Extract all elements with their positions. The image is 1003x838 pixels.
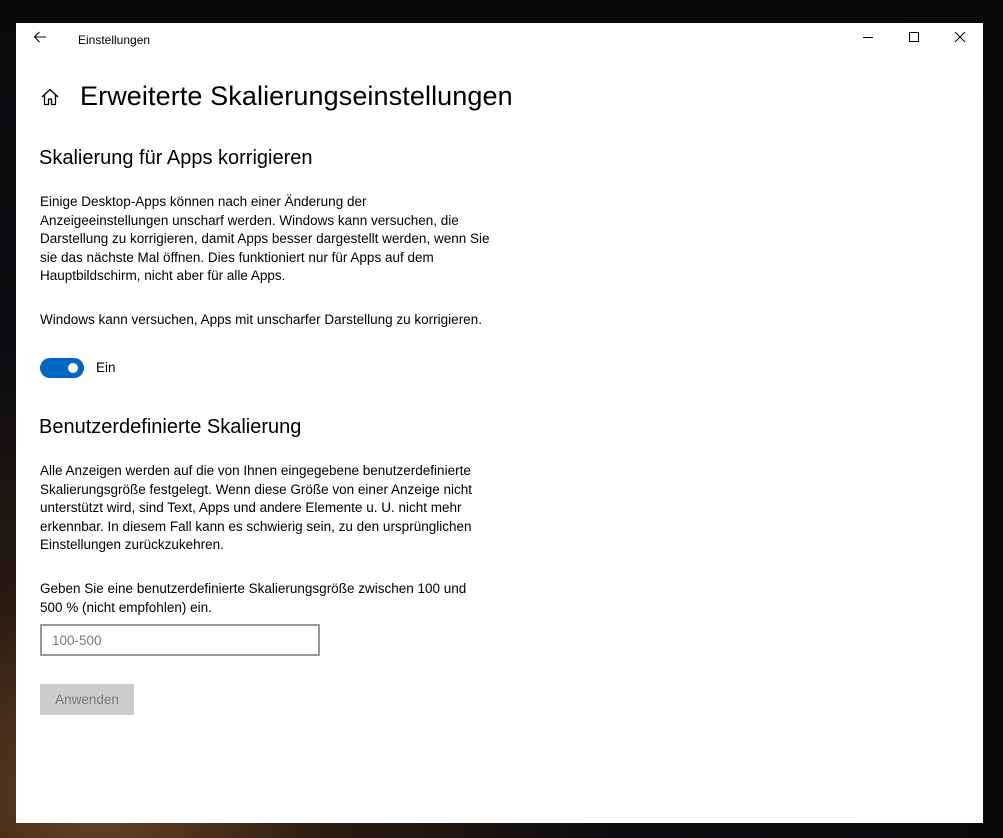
custom-scaling-input[interactable] <box>40 624 320 656</box>
apply-button[interactable]: Anwenden <box>40 684 134 715</box>
close-button[interactable] <box>937 23 983 55</box>
section-heading-custom-scaling: Benutzerdefinierte Skalierung <box>39 416 302 438</box>
fix-blurry-apps-toggle[interactable] <box>40 358 84 378</box>
app-title: Einstellungen <box>78 33 151 47</box>
home-icon[interactable] <box>40 87 60 107</box>
maximize-icon <box>908 30 920 48</box>
toggle-label: Windows kann versuchen, Apps mit unscharfer Darstellung zu korrigieren. <box>40 312 482 327</box>
minimize-icon <box>862 30 874 48</box>
toggle-state-label: Ein <box>96 360 116 375</box>
toggle-knob <box>68 363 78 373</box>
close-icon <box>954 30 966 48</box>
title-bar <box>16 23 983 55</box>
minimize-button[interactable] <box>845 23 891 55</box>
page-title: Erweiterte Skalierungseinstellungen <box>80 81 513 111</box>
maximize-button[interactable] <box>891 23 937 55</box>
settings-window <box>16 23 983 823</box>
back-button[interactable] <box>28 27 52 51</box>
custom-scaling-description: Alle Anzeigen werden auf die von Ihnen eingegebene benutzerdefinierte Skalierungsgröße festgelegt. Wenn diese Größe von einer Anzeige nicht unterstützt wird, sind Text, Apps und andere Elemente u. U. nicht mehr erkennbar. In diesem Fall kann es schwierig sein, zu den ursprünglichen Einstellungen zurückzukehren. <box>40 463 472 552</box>
fix-scaling-description: Einige Desktop-Apps können nach einer Änderung der Anzeigeeinstellungen unscharf werden. Windows kann versuchen, die Darstellung zu korrigieren, damit Apps besser dargestellt werden, wenn Sie sie das nächste Mal öffnen. Dies funktioniert nur für Apps auf dem Hauptbildschirm, nicht aber für alle Apps. <box>40 194 490 283</box>
section-heading-fix-scaling: Skalierung für Apps korrigieren <box>39 147 313 169</box>
back-arrow-icon <box>33 30 47 49</box>
scaling-input-label: Geben Sie eine benutzerdefinierte Skalierungsgröße zwischen 100 und 500 % (nicht empfohlen) ein. <box>40 581 467 615</box>
page-header <box>40 81 513 112</box>
